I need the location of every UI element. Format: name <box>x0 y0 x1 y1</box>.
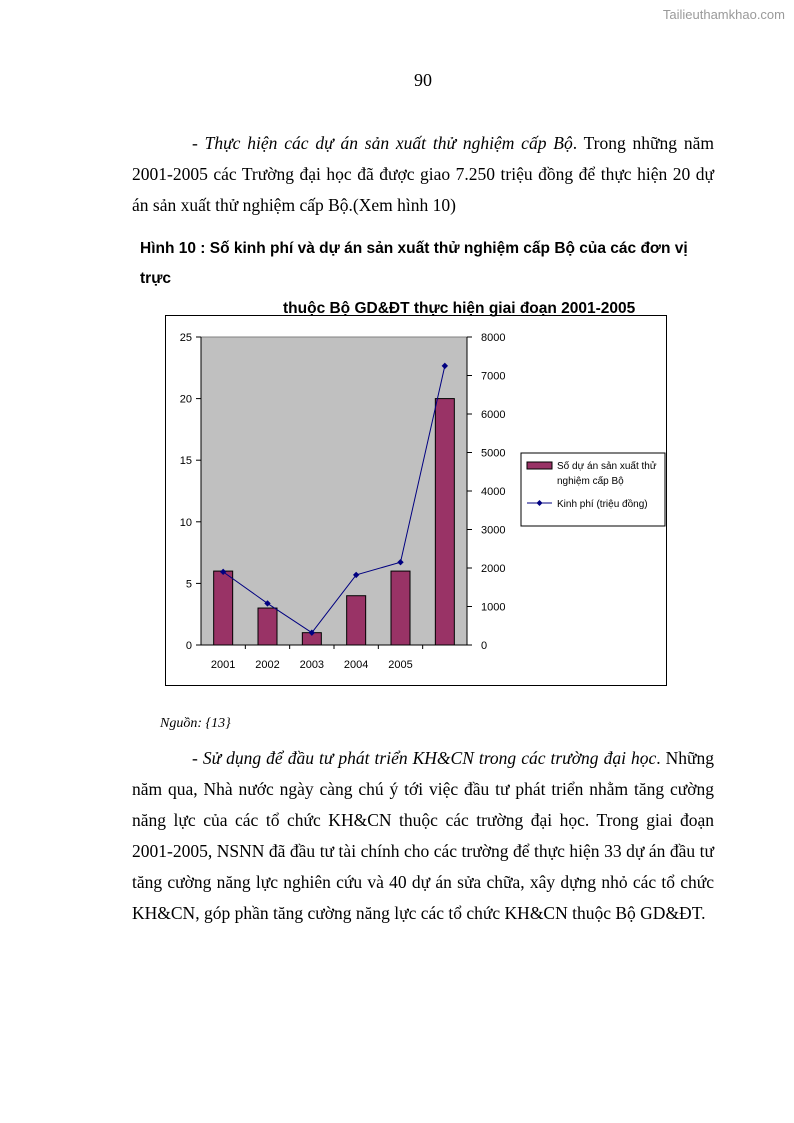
y-left-tick-label: 0 <box>185 640 192 652</box>
y-right-tick-label: 1000 <box>481 601 506 614</box>
figure-source: Nguồn: {13} <box>160 716 231 731</box>
page-number: 90 <box>414 70 432 90</box>
y-right-tick-label: 0 <box>481 640 488 652</box>
intro-italic: - Thực hiện các dự án sản xuất thử nghiệm cấp Bộ <box>192 133 573 153</box>
legend-label-line: Kinh phí (triệu đồng) <box>557 499 648 510</box>
x-tick-label: 2003 <box>299 659 325 671</box>
figure-caption-line2: thuộc Bộ GD&ĐT thực hiện giai đoạn 2001-2005 <box>283 300 636 317</box>
bar <box>391 571 410 645</box>
bar <box>258 608 277 645</box>
x-tick-label: 2001 <box>210 659 236 671</box>
y-left-tick-label: 15 <box>179 455 192 468</box>
figure-caption <box>130 234 720 324</box>
bar <box>214 571 233 645</box>
y-right-tick-label: 4000 <box>481 486 506 498</box>
intro-paragraph <box>132 128 714 221</box>
y-left-tick-label: 20 <box>179 393 192 406</box>
y-right-tick-label: 8000 <box>481 332 506 344</box>
y-right-tick-label: 2000 <box>481 563 506 575</box>
y-right-tick-label: 7000 <box>481 370 506 383</box>
legend-label-bar: Số dự án sản xuất thử <box>557 461 657 472</box>
intro-text: . Trong những năm 2001-2005 các Trường đại học đã được giao 7.250 triệu đồng để thực hiện 20 dự án sản xuất thử nghiệm cấp Bộ.(Xem hình 10) <box>132 133 714 215</box>
y-right-tick-label: 5000 <box>481 447 506 460</box>
plot-area <box>201 337 467 645</box>
chart-container <box>165 315 667 686</box>
y-left-tick-label: 5 <box>185 578 192 591</box>
bar <box>435 399 454 645</box>
section2-italic: - Sử dụng để đầu tư phát triển KH&CN trong các trường đại học <box>192 748 657 768</box>
figure-caption-line1: Hình 10 : Số kinh phí và dự án sản xuất thử nghiệm cấp Bộ của các đơn vị trực <box>140 240 688 287</box>
combo-chart <box>166 316 666 685</box>
section2-paragraph <box>132 743 714 929</box>
x-tick-label: 2004 <box>343 659 369 671</box>
legend-swatch-bar <box>527 462 552 469</box>
y-right-tick-label: 6000 <box>481 409 506 421</box>
watermark: Tailieuthamkhao.com <box>662 7 785 22</box>
bar <box>347 596 366 645</box>
y-right-tick-label: 3000 <box>481 524 506 537</box>
legend-label-bar: nghiệm cấp Bộ <box>557 476 624 487</box>
x-tick-label: 2005 <box>388 659 413 671</box>
y-left-tick-label: 10 <box>179 516 192 529</box>
section2-text: . Những năm qua, Nhà nước ngày càng chú ý tới việc đầu tư phát triển nhằm tăng cường năng lực của các tổ chức KH&CN thuộc các trường đại học. Trong giai đoạn 2001-2005, NSNN đã đầu tư tài chính cho các trường để thực hiện 33 dự án đầu tư tăng cường năng lực nghiên cứu và 40 dự án sửa chữa, xây dựng nhỏ các tổ chức KH&CN, góp phần tăng cường năng lực các tổ chức KH&CN thuộc Bộ GD&ĐT. <box>132 748 714 923</box>
x-tick-label: 2002 <box>255 659 280 671</box>
y-left-tick-label: 25 <box>179 332 192 344</box>
